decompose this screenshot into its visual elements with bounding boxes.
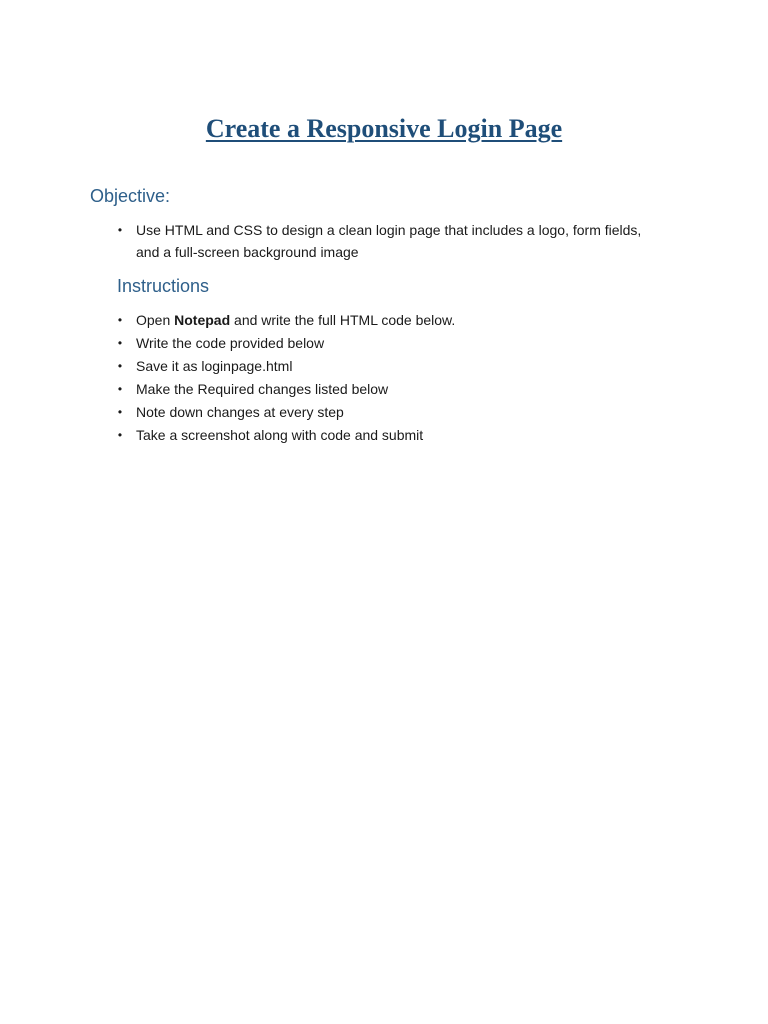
instructions-heading: Instructions	[117, 276, 210, 296]
page-title: Create a Responsive Login Page	[205, 114, 563, 143]
instruction-text: Save it as loginpage.html	[136, 358, 293, 374]
objective-heading: Objective:	[90, 186, 171, 206]
bullet-icon: •	[117, 336, 123, 350]
bullet-icon: •	[117, 313, 123, 327]
bullet-icon: •	[117, 223, 123, 237]
instruction-text-before: Open	[136, 312, 175, 328]
bullet-icon: •	[117, 382, 123, 396]
instruction-text-bold: Notepad	[174, 312, 231, 328]
list-item	[115, 355, 660, 378]
objective-list	[115, 219, 660, 263]
objective-text: Use HTML and CSS to design a clean login page that includes a logo, form fields, and a full-screen background image	[136, 222, 642, 260]
list-item	[115, 332, 660, 355]
list-item	[115, 401, 660, 424]
instruction-text: Take a screenshot along with code and submit	[136, 427, 424, 443]
list-item	[115, 219, 660, 263]
bullet-icon: •	[117, 428, 123, 442]
list-item	[115, 424, 660, 447]
instructions-list	[115, 309, 660, 447]
instruction-text-after: and write the full HTML code below.	[230, 312, 456, 328]
instruction-text: Make the Required changes listed below	[136, 381, 389, 397]
bullet-icon: •	[117, 359, 123, 373]
list-item	[115, 378, 660, 401]
instruction-text: Write the code provided below	[136, 335, 325, 351]
list-item	[115, 309, 660, 332]
instruction-text: Note down changes at every step	[136, 404, 344, 420]
bullet-icon: •	[117, 405, 123, 419]
